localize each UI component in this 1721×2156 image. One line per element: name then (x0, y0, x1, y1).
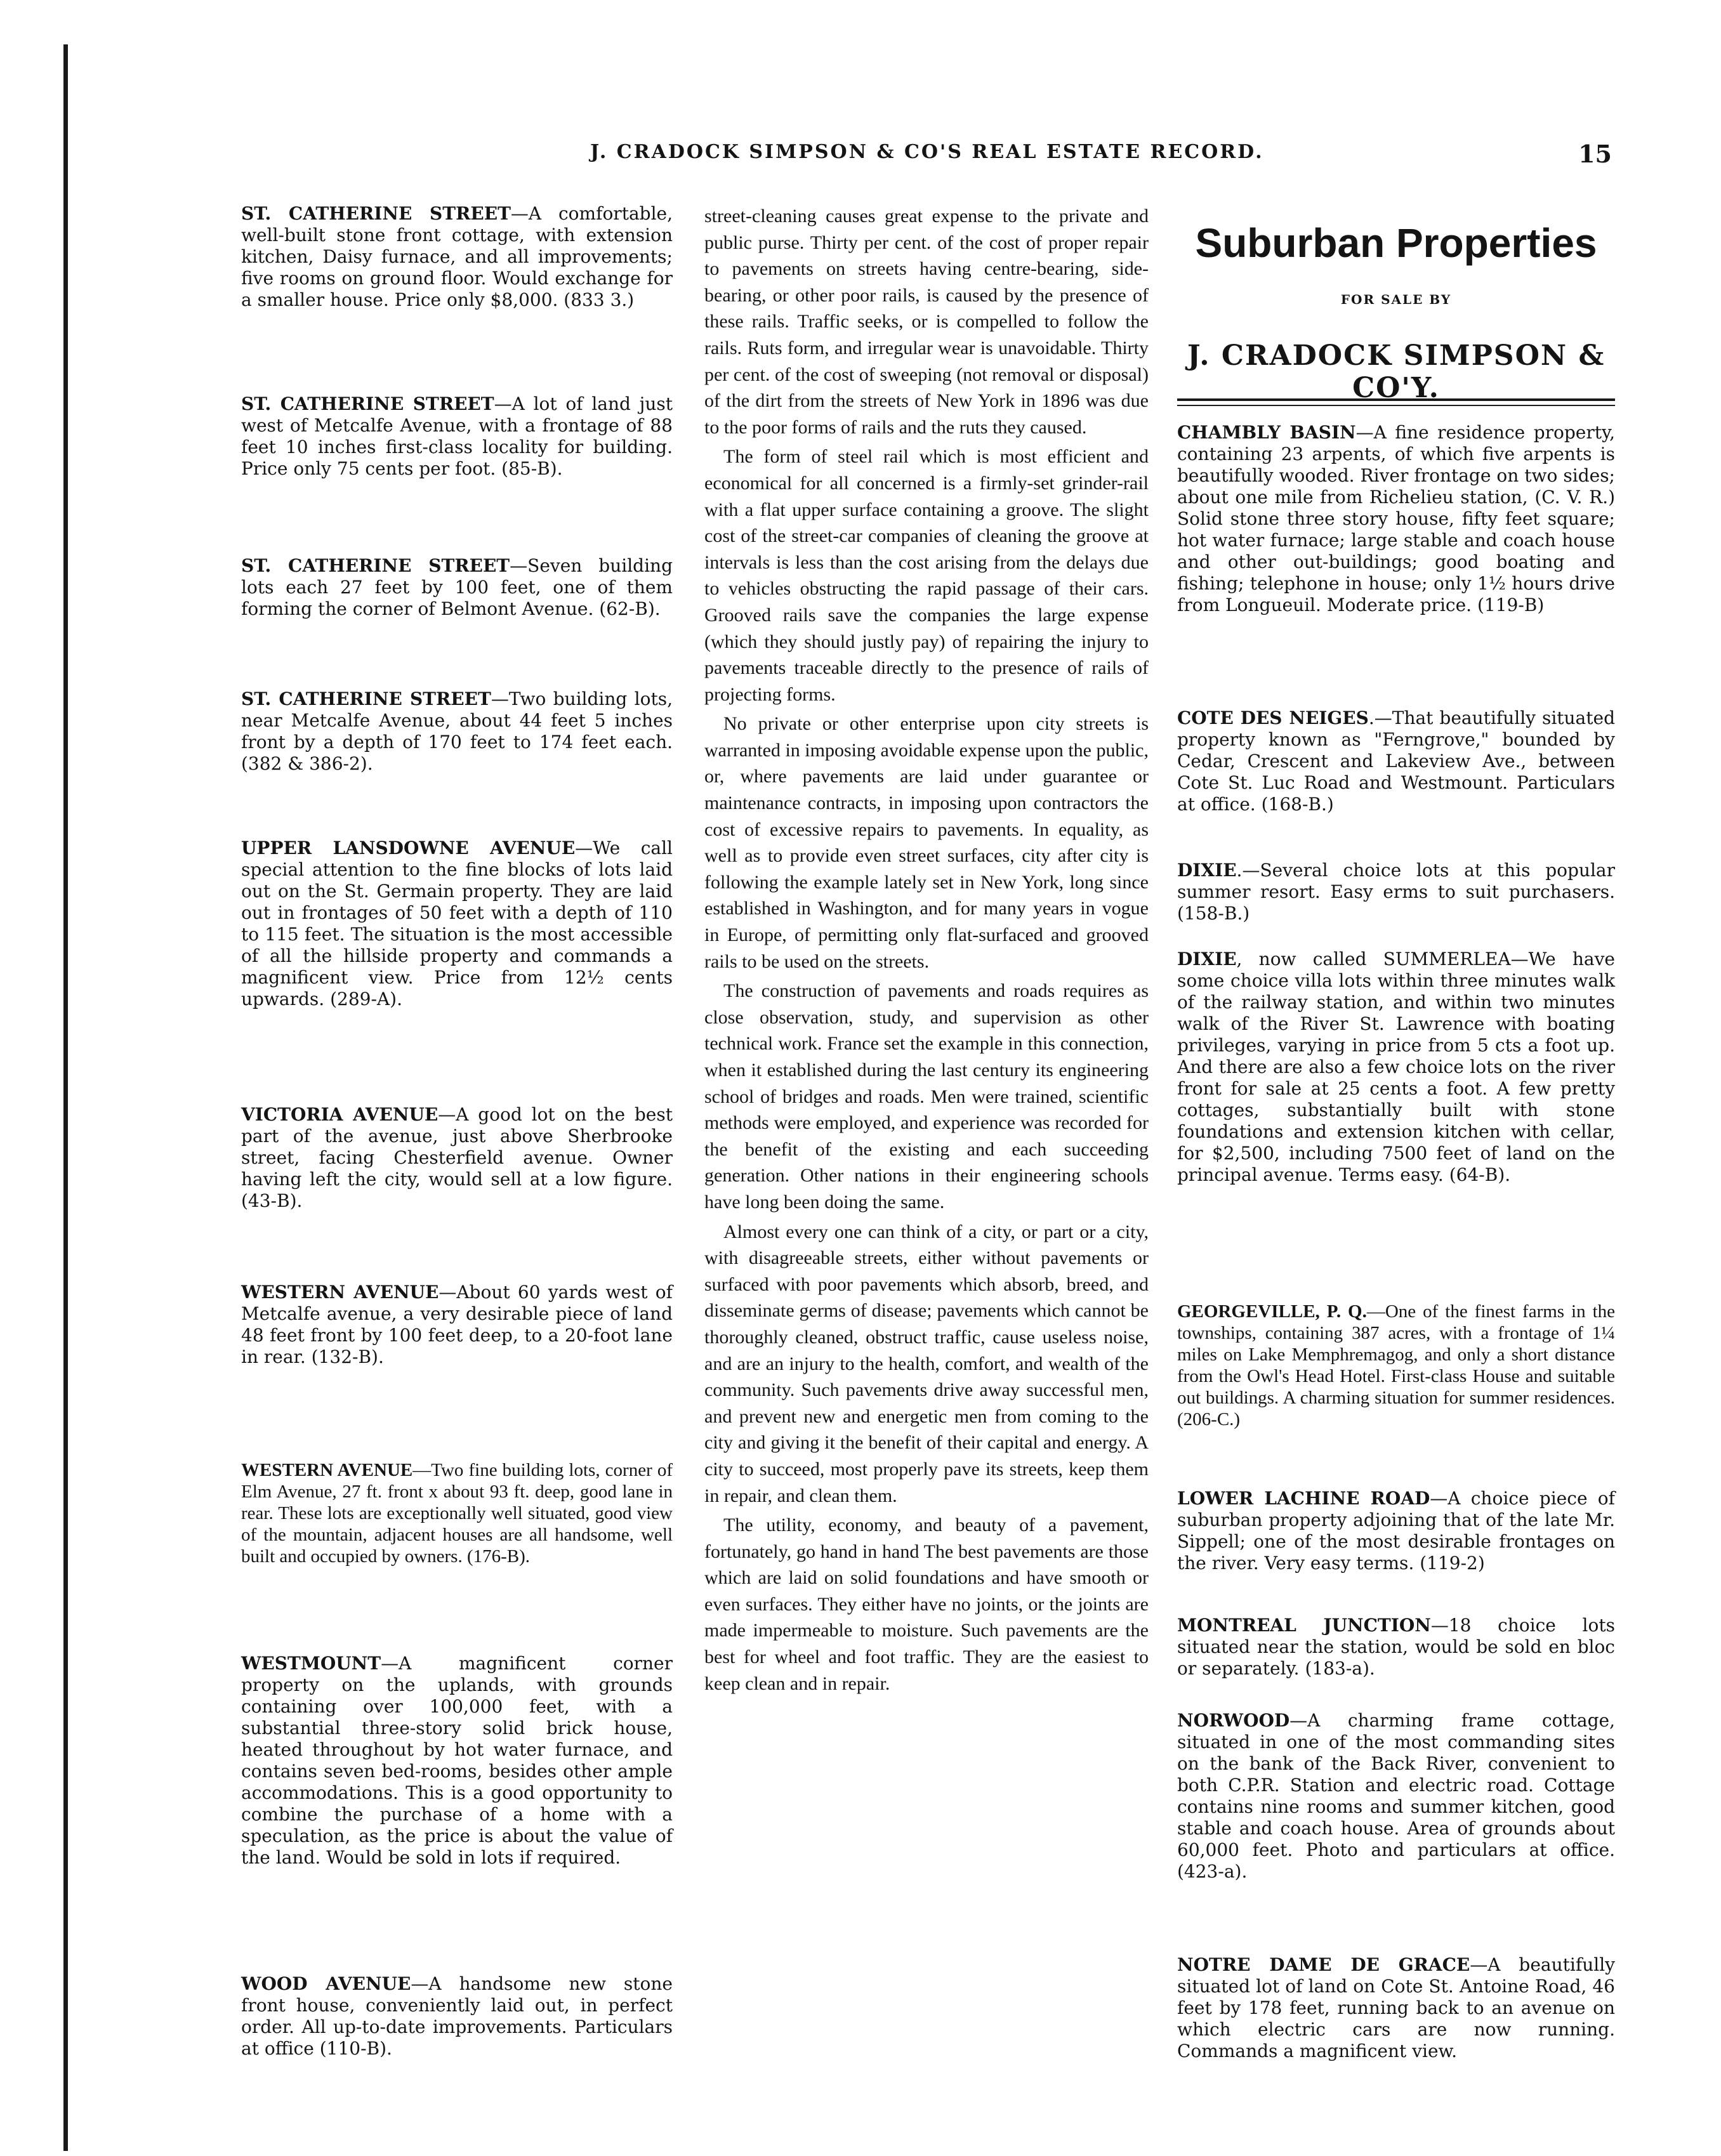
listing-heading: NOTRE DAME DE GRACE (1177, 1954, 1470, 1975)
listing-heading: VICTORIA AVENUE (241, 1104, 438, 1125)
listing-entry (241, 555, 673, 620)
listing-entry (1177, 1488, 1615, 1574)
listing-entry (241, 1653, 673, 1869)
listing-text: —A good lot on the best part of the avenue, just above Sherbrooke street, facing Chesterfield avenue. Owner having left the city, would sell at a low figure. (43-B). (241, 1104, 673, 1211)
listing-entry (241, 1282, 673, 1368)
listing-entry (241, 393, 673, 480)
listing-text: —One of the finest farms in the townships, containing 387 acres, with a frontage of 1¼ miles on Lake Memphremagog, and only a short distance from the Owl's Head Hotel. First-class House and suitable out buildings. A charming situation for summer residences. (206-C.) (1177, 1301, 1616, 1430)
listing-entry (1177, 1615, 1615, 1679)
listing-text: —A beautifully situated lot of land on Cote St. Antoine Road, 46 feet by 178 feet, running back to an avenue on which electric cars are now running. Commands a magnificent view. (1177, 1954, 1615, 2061)
listing-entry (241, 838, 673, 1010)
listing-entry (241, 1104, 673, 1212)
divider-rule (1177, 398, 1615, 401)
listing-entry (1177, 1301, 1615, 1430)
listing-heading: ST. CATHERINE STREET (241, 203, 511, 224)
listing-entry (1177, 707, 1615, 815)
listing-entry (241, 1973, 673, 2060)
listing-heading: WESTMOUNT (241, 1653, 381, 1674)
listing-heading: ST. CATHERINE STREET (241, 555, 510, 576)
listing-text: —Two building lots, near Metcalfe Avenue, about 44 feet 5 inches front by a depth of 170 feet to 174 feet each. (382 & 386-2). (241, 688, 673, 774)
article-paragraph: The utility, economy, and beauty of a pavement, fortunately, go hand in hand The best pavements are those which are laid on solid foundations and have smooth or even surfaces. They either have no joints, or the joints are made impermeable to moisture. Such pavements are the best for wheel and foot traffic. They are the easiest to keep clean and in repair. (704, 1515, 1149, 1694)
article-body (704, 203, 1149, 1697)
listing-text: —Seven building lots each 27 feet by 100 feet, one of them forming the corner of Belmont Avenue. (62-B). (241, 555, 673, 619)
listing-entry (1177, 949, 1615, 1186)
listing-text: —18 choice lots situated near the station, would be sold en bloc or separately. (183-a). (1177, 1615, 1615, 1679)
listing-heading: DIXIE (1177, 860, 1237, 881)
listing-heading: NORWOOD (1177, 1710, 1290, 1731)
listing-text: —A comfortable, well-built stone front cottage, with extension kitchen, Daisy furnace, and all improvements; five rooms on ground floor. Would exchange for a smaller house. Price only $8,000. (833 3.) (241, 203, 673, 310)
divider-rule (1177, 405, 1615, 406)
listing-text: —Two fine building lots, corner of Elm Avenue, 27 ft. front x about 93 ft. deep, good lane in rear. These lots are exceptionally well situated, good view of the mountain, adjacent houses are all handsome, well built and occupied by owners. (176-B). (241, 1460, 673, 1567)
listing-text: —We call special attention to the fine blocks of lots laid out on the St. Germain property. They are laid out in frontages of 50 feet with a depth of 110 to 115 feet. The situation is the most accessible of all the hillside property and commands a magnificent view. Price from 12½ cents upwards. (289-A). (241, 838, 673, 1009)
article-paragraph: The form of steel rail which is most efficient and economical for all concerned is a firmly-set grinder-rail with a flat upper surface containing a groove. The slight cost of the street-car companies of cleaning the groove at intervals is less than the cost arising from the delays due to vehicles obstructing the rapid passage of their cars. Grooved rails save the companies the large expense (which they should justly pay) of repairing the injury to pavements traceable directly to the presence of rails of projecting forms. (704, 446, 1149, 705)
listing-text: .—Several choice lots at this popular summer resort. Easy erms to suit purchasers. (158-B.) (1177, 860, 1615, 924)
article-paragraph: Almost every one can think of a city, or part or a city, with disagreeable streets, either without pavements or surfaced with poor pavements which absorb, breed, and disseminate germs of disease; pavements which cannot be thoroughly cleaned, obstruct traffic, cause useless noise, and are an injury to the health, comfort, and wealth of the community. Such pavements drive away successful men, and prevent new and energetic men from coming to the city and giving it the benefit of their capital and energy. A city to succeed, most properly pave its streets, keep them in repair, and clean them. (704, 1221, 1149, 1506)
listing-text: .—That beautifully situated property known as "Ferngrove," bounded by Cedar, Crescent and Lakeview Ave., between Cote St. Luc Road and Westmount. Particulars at office. (168-B.) (1177, 707, 1615, 815)
running-title: J. CRADOCK SIMPSON & CO'S REAL ESTATE RECORD. (590, 141, 1264, 163)
section-subtitle: FOR SALE BY (1340, 292, 1452, 307)
listing-text: —A fine residence property, containing 23 arpents, of which five arpents is beautifully wooded. River frontage on two sides; about one mile from Richelieu station, (C. V. R.) Solid stone three story house, fifty feet square; hot water furnace; large stable and coach house and other out-buildings; good boating and fishing; telephone in house; only 1½ hours drive from Longueuil. Moderate price. (119-B) (1177, 422, 1615, 615)
firm-name: J. CRADOCK SIMPSON & CO'Y. (1187, 339, 1606, 404)
listing-heading: GEORGEVILLE, P. Q. (1177, 1301, 1367, 1322)
listing-heading: WOOD AVENUE (241, 1973, 411, 1994)
listing-text: —About 60 yards west of Metcalfe avenue, a very desirable piece of land 48 feet front by 100 feet deep, to a 20-foot lane in rear. (132-B). (241, 1282, 673, 1367)
listing-text: —A lot of land just west of Metcalfe Avenue, with a frontage of 88 feet 10 inches first-class locality for building. Price only 75 cents per foot. (85-B). (241, 393, 673, 479)
listing-entry (1177, 1710, 1615, 1883)
listing-entry (1177, 1954, 1615, 2062)
listing-heading: WESTERN AVENUE (241, 1460, 413, 1480)
listing-entry (1177, 860, 1615, 924)
listing-entry (241, 688, 673, 775)
page-number: 15 (1578, 140, 1612, 168)
listing-heading: ST. CATHERINE STREET (241, 393, 494, 414)
listing-entry (241, 1459, 673, 1567)
listing-heading: LOWER LACHINE ROAD (1177, 1488, 1430, 1509)
listing-heading: ST. CATHERINE STREET (241, 688, 491, 709)
article-paragraph: street-cleaning causes great expense to the private and public purse. Thirty per cent. of the cost of proper repair to pavements on streets having centre-bearing, side-bearing, or other poor rails, is caused by the presence of these rails. Traffic seeks, or is compelled to follow the rails. Ruts form, and irregular wear is unavoidable. Thirty per cent. of the cost of sweeping (not removal or disposal) of the dirt from the streets of New York in 1896 was due to the poor forms of rails and the ruts they caused. (704, 206, 1149, 438)
listing-text: —A handsome new stone front house, conveniently laid out, in perfect order. All up-to-date improvements. Particulars at office (110-B). (241, 1973, 673, 2059)
listing-heading: CHAMBLY BASIN (1177, 422, 1356, 443)
listing-entry (241, 203, 673, 311)
listing-heading: MONTREAL JUNCTION (1177, 1615, 1431, 1636)
listing-entry (1177, 422, 1615, 616)
listing-text: —A choice piece of suburban property adjoining that of the late Mr. Sippell; one of the most desirable frontages on the river. Very easy terms. (119-2) (1177, 1488, 1616, 1574)
listing-heading: DIXIE (1177, 949, 1237, 970)
article-paragraph: No private or other enterprise upon city streets is warranted in imposing avoidable expense upon the public, or, where pavements are laid under guarantee or maintenance contracts, in imposing upon contractors the cost of excessive repairs to pavements. In equality, as well as to provide even street surfaces, city after city is following the example lately set in New York, long since established in Washington, and for many years in vogue in Europe, of permitting only flat-surfaced and grooved rails to be used on the streets. (704, 713, 1149, 972)
listing-heading: WESTERN AVENUE (241, 1282, 439, 1303)
listing-text: —A magnificent corner property on the uplands, with grounds containing over 100,000 feet, with a substantial three-story solid brick house, heated throughout by hot water furnace, and contains seven bed-rooms, besides other ample accommodations. This is a good opportunity to combine the purchase of a home with a speculation, as the price is about the value of the land. Would be sold in lots if required. (241, 1653, 673, 1868)
article-paragraph: The construction of pavements and roads requires as close observation, study, and supervision as other technical work. France set the example in this connection, when it established during the last century its engineering school of bridges and roads. Men were trained, scientific methods were employed, and experience was recorded for the benefit of the existing and each succeeding generation. Other nations in their engineering schools have long been doing the same. (704, 980, 1149, 1213)
running-header (241, 140, 1612, 178)
listing-text: —A charming frame cottage, situated in one of the most commanding sites on the bank of the Back River, convenient to both C.P.R. Station and electric road. Cottage contains nine rooms and summer kitchen, good stable and coach house. Area of grounds about 60,000 feet. Photo and particulars at office. (423-a). (1177, 1710, 1615, 1882)
listing-text: , now called SUMMERLEA—We have some choice villa lots within three minutes walk of the railway station, and within two minutes walk of the River St. Lawrence with boating privileges, varying in price from 5 cts a foot up. And there are also a few choice lots on the river front for sale at 25 cents a foot. A few pretty cottages, substantially built with stone foundations and extension kitchen with cellar, for $2,500, including 7500 feet of land on the principal avenue. Terms easy. (64-B). (1177, 949, 1615, 1185)
listing-heading: UPPER LANSDOWNE AVENUE (241, 838, 576, 858)
listing-heading: COTE DES NEIGES (1177, 707, 1369, 728)
scan-margin-edge (63, 44, 68, 2151)
section-title: Suburban Properties (1195, 220, 1597, 266)
